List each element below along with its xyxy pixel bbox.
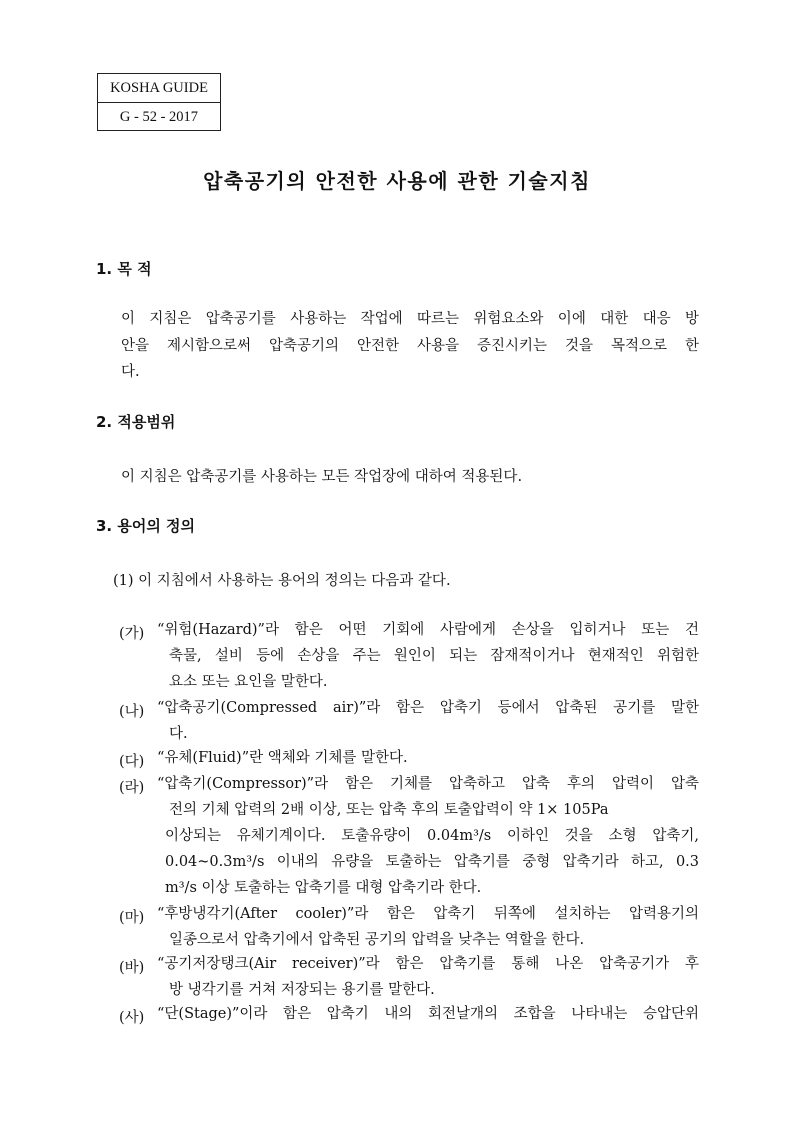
definition-label: (마) — [119, 910, 145, 926]
definition-line: 방 냉각기를 거쳐 저장되는 용기를 말한다. — [169, 982, 435, 998]
definition-line: 요소 또는 요인을 말한다. — [169, 674, 328, 690]
document-title: 압축공기의 안전한 사용에 관한 기술지침 — [203, 169, 591, 193]
section-heading-definitions: 3. 용어의 정의 — [96, 517, 196, 535]
definition-label: (다) — [119, 754, 145, 770]
definition-line: 이상되는 유체기계이다. 토출유량이 0.04m³/s 이하인 것을 소형 압축기, — [165, 828, 699, 844]
definition-label: (라) — [119, 780, 145, 796]
definition-label: (사) — [119, 1010, 145, 1026]
purpose-line: 이 지침은 압축공기를 사용하는 작업에 따르는 위험요소와 이에 대한 대응 방 — [121, 311, 699, 327]
guide-name: KOSHA GUIDE — [110, 80, 208, 96]
definition-line: 다. — [169, 726, 188, 742]
definition-line: “공기저장탱크(Air receiver)”라 함은 압축기를 통해 나온 압축공기가 후 — [157, 956, 699, 972]
definition-item-after-cooler — [157, 901, 699, 953]
definition-line: 0.04~0.3m³/s 이내의 유량을 토출하는 압축기를 중형 압축기라 하고, 0.3 — [165, 854, 699, 870]
guide-code-box — [97, 73, 221, 131]
section-heading-purpose: 1. 목 적 — [96, 260, 152, 278]
definitions-intro: (1) 이 지침에서 사용하는 용어의 정의는 다음과 같다. — [113, 573, 451, 589]
definition-line: 축물, 설비 등에 손상을 주는 원인이 되는 잠재적이거나 현재적인 위험한 — [169, 648, 699, 664]
definition-label: (나) — [119, 704, 145, 720]
scope-paragraph: 이 지침은 압축공기를 사용하는 모든 작업장에 대하여 적용된다. — [121, 469, 523, 485]
definition-label: (가) — [119, 626, 145, 642]
definition-item-compressor — [157, 771, 699, 901]
definition-line: “후방냉각기(After cooler)”라 함은 압축기 뒤쪽에 설치하는 압력용기의 — [157, 906, 699, 922]
definition-line: m³/s 이상 토출하는 압축기를 대형 압축기라 한다. — [165, 880, 482, 896]
definition-item-fluid — [157, 745, 699, 771]
guide-code: G - 52 - 2017 — [98, 102, 220, 131]
definition-line: 전의 기체 압력의 2배 이상, 또는 압축 후의 토출압력이 약 1× 105Pa — [169, 802, 609, 818]
definition-item-hazard — [157, 617, 699, 695]
definition-item-compressed-air — [157, 695, 699, 747]
definition-item-air-receiver — [157, 951, 699, 1003]
definition-line: “압축기(Compressor)”라 함은 기체를 압축하고 압축 후의 압력이 압축 — [157, 776, 699, 792]
purpose-paragraph — [121, 306, 699, 386]
definition-line: “위험(Hazard)”라 함은 어떤 기회에 사람에게 손상을 입히거나 또는 건 — [157, 622, 699, 638]
purpose-line: 다. — [121, 364, 140, 380]
definition-line: “압축공기(Compressed air)”라 함은 압축기 등에서 압축된 공기를 말한 — [157, 700, 699, 716]
purpose-line: 안을 제시함으로써 압축공기의 안전한 사용을 증진시키는 것을 목적으로 한 — [121, 337, 699, 354]
section-heading-scope: 2. 적용범위 — [96, 413, 176, 431]
definition-item-stage — [157, 1001, 699, 1027]
definition-line: 일종으로서 압축기에서 압축된 공기의 압력을 낮추는 역할을 한다. — [169, 932, 585, 948]
definition-line: “단(Stage)”이라 함은 압축기 내의 회전날개의 조합을 나타내는 승압단위 — [157, 1006, 699, 1022]
definition-line: “유체(Fluid)”란 액체와 기체를 말한다. — [157, 750, 408, 766]
definition-label: (바) — [119, 960, 145, 976]
